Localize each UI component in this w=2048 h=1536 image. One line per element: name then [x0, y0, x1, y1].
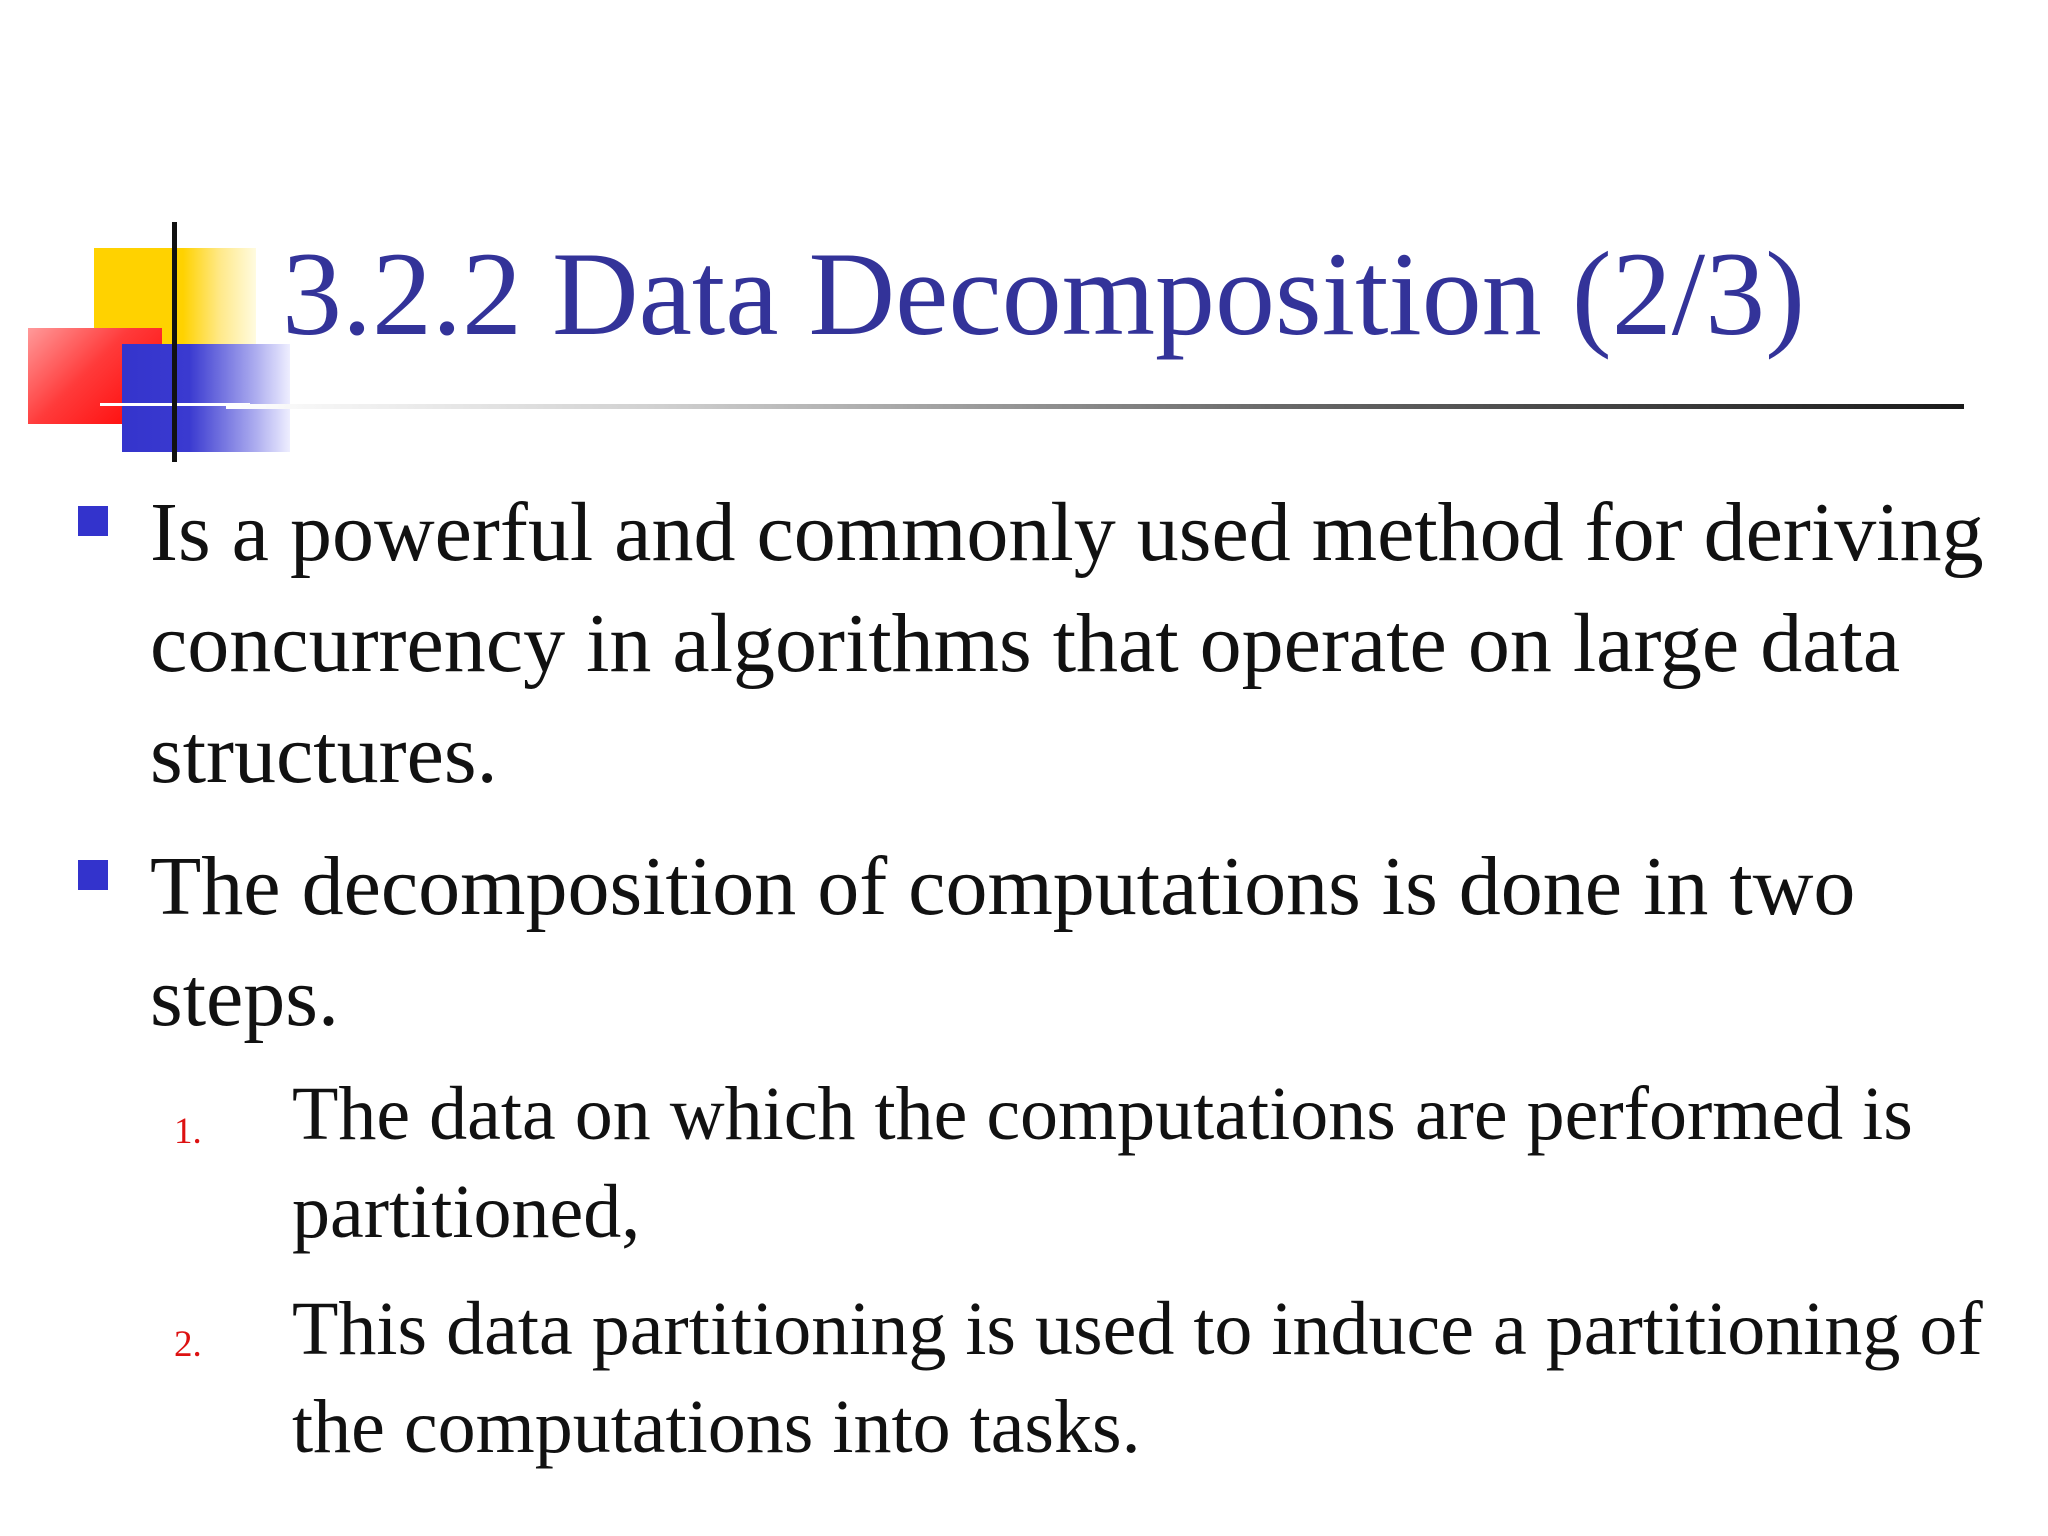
step-number-2: 2. [174, 1324, 202, 1365]
title-underline [226, 404, 1964, 409]
logo-vertical-line [172, 222, 177, 462]
square-bullet-icon [78, 506, 108, 536]
step-number-1: 1. [174, 1111, 202, 1152]
square-bullet-icon [78, 860, 108, 890]
bullet-item-2: The decomposition of computations is done in two steps. [150, 840, 1856, 1044]
step-item-1: The data on which the computations are performed is partitioned, [292, 1072, 1913, 1254]
slide-title: 3.2.2 Data Decomposition (2/3) [282, 227, 1806, 360]
blue-square [122, 344, 290, 452]
step-item-2: This data partitioning is used to induce a partitioning of the computations into tasks. [292, 1287, 1983, 1469]
bullet-item-1: Is a powerful and commonly used method for deriving concurrency in algorithms that operate on large data structures. [150, 486, 1984, 801]
